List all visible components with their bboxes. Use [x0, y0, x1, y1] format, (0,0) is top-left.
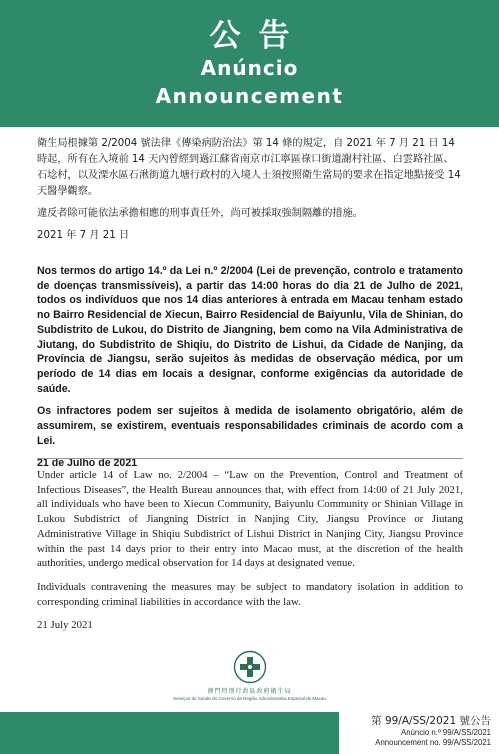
- title-chinese: 公告: [209, 18, 308, 54]
- english-date: 21 July 2021: [37, 619, 93, 632]
- english-section: [37, 468, 463, 642]
- announcement-reference: [339, 712, 499, 754]
- english-paragraph-2: Individuals contravening the measures may be subject to mandatory isolation in addition to corresponding criminal liabilities in accordance with the law.: [37, 580, 463, 608]
- portuguese-section: [37, 264, 463, 479]
- reference-chinese: 第 99/A/SS/2021 號公告: [371, 715, 491, 727]
- logo-name-portuguese: Serviços de Saúde do Governo da Região Administrativa Especial de Macau: [173, 696, 326, 701]
- title-english: Announcement: [155, 84, 344, 108]
- footer-banner: [0, 712, 499, 754]
- reference-english: Announcement no. 99/A/SS/2021: [375, 738, 491, 747]
- portuguese-paragraph-2: Os infractores podem ser sujeitos à medida de isolamento obrigatório, além de assumirem, se existirem, eventuais responsabilidades criminais de acordo com a Lei.: [37, 405, 463, 447]
- logo-name-chinese: 澳門特別行政區政府衛生局: [207, 688, 292, 695]
- header-banner: [0, 0, 499, 127]
- reference-portuguese: Anúncio n.º 99/A/SS/2021: [401, 728, 491, 737]
- chinese-paragraph-2: 違反者除可能依法承擔相應的刑事責任外，尚可被採取強制隔離的措施。: [37, 208, 363, 219]
- title-portuguese: Anúncio: [200, 56, 299, 80]
- section-divider: [37, 458, 463, 459]
- chinese-paragraph-1: 衛生局根據第 2/2004 號法律《傳染病防治法》第 14 條的規定，自 2021 年 7 月 21 日 14 時起，所有在入境前 14 天內曾經到過江蘇省南京市江寧區祿口街道謝村社區、白雲路社區、石埝村，以及溧水區石湫街道九塘行政村的入境人士須按照衛生當局的要求在指定地點接受 14 天醫學觀察。: [37, 138, 461, 197]
- health-bureau-emblem-icon: [233, 650, 267, 684]
- english-paragraph-1: Under article 14 of Law no. 2/2004 – “Law on the Prevention, Control and Treatment of Infectious Diseases”, the Health Bureau announces that, with effect from 14:00 of 21 July 2021, all individuals who have been to Xiecun Community, Baiyunlu Community or Shinian Village in Lukou Subdistrict of Jiangning District in Nanjing City, Jiangsu Province or Jiutang Administrative Village in Shiqiu Subdistrict of Lishui District in Nanjing City, Jiangsu Province within the past 14 days prior to their entry into Macao must, at the discretion of the health authorities, undergo medical observation for 14 days at designated venue.: [37, 469, 463, 570]
- health-bureau-logo: [0, 650, 499, 712]
- portuguese-paragraph-1: Nos termos do artigo 14.º da Lei n.º 2/2004 (Lei de prevenção, controlo e tratamento de doenças transmissíveis), a partir das 14:00 horas do dia 21 de Julho de 2021, todos os indivíduos que nos 14 dias anteriores à entrada em Macau tenham estado no Bairro Residencial de Xiecun, Bairro Residencial de Baiyunlu, Vila de Shinian, do Subdistrito de Lukou, do Distrito de Jiangning, bem como na Vila Administrativa de Jiutang, do Subdistrito de Shiqiu, do Distrito de Lishui, da Cidade de Nanjing, da Província de Jiangsu, serão sujeitos às medidas de observação médica, por um período de 14 dias em locais a designar, conforme exigências da autoridade de saúde.: [37, 265, 463, 395]
- chinese-section: [37, 136, 463, 250]
- chinese-date: 2021 年 7 月 21 日: [37, 230, 130, 241]
- portuguese-date: 21 de Julho de 2021: [37, 457, 138, 470]
